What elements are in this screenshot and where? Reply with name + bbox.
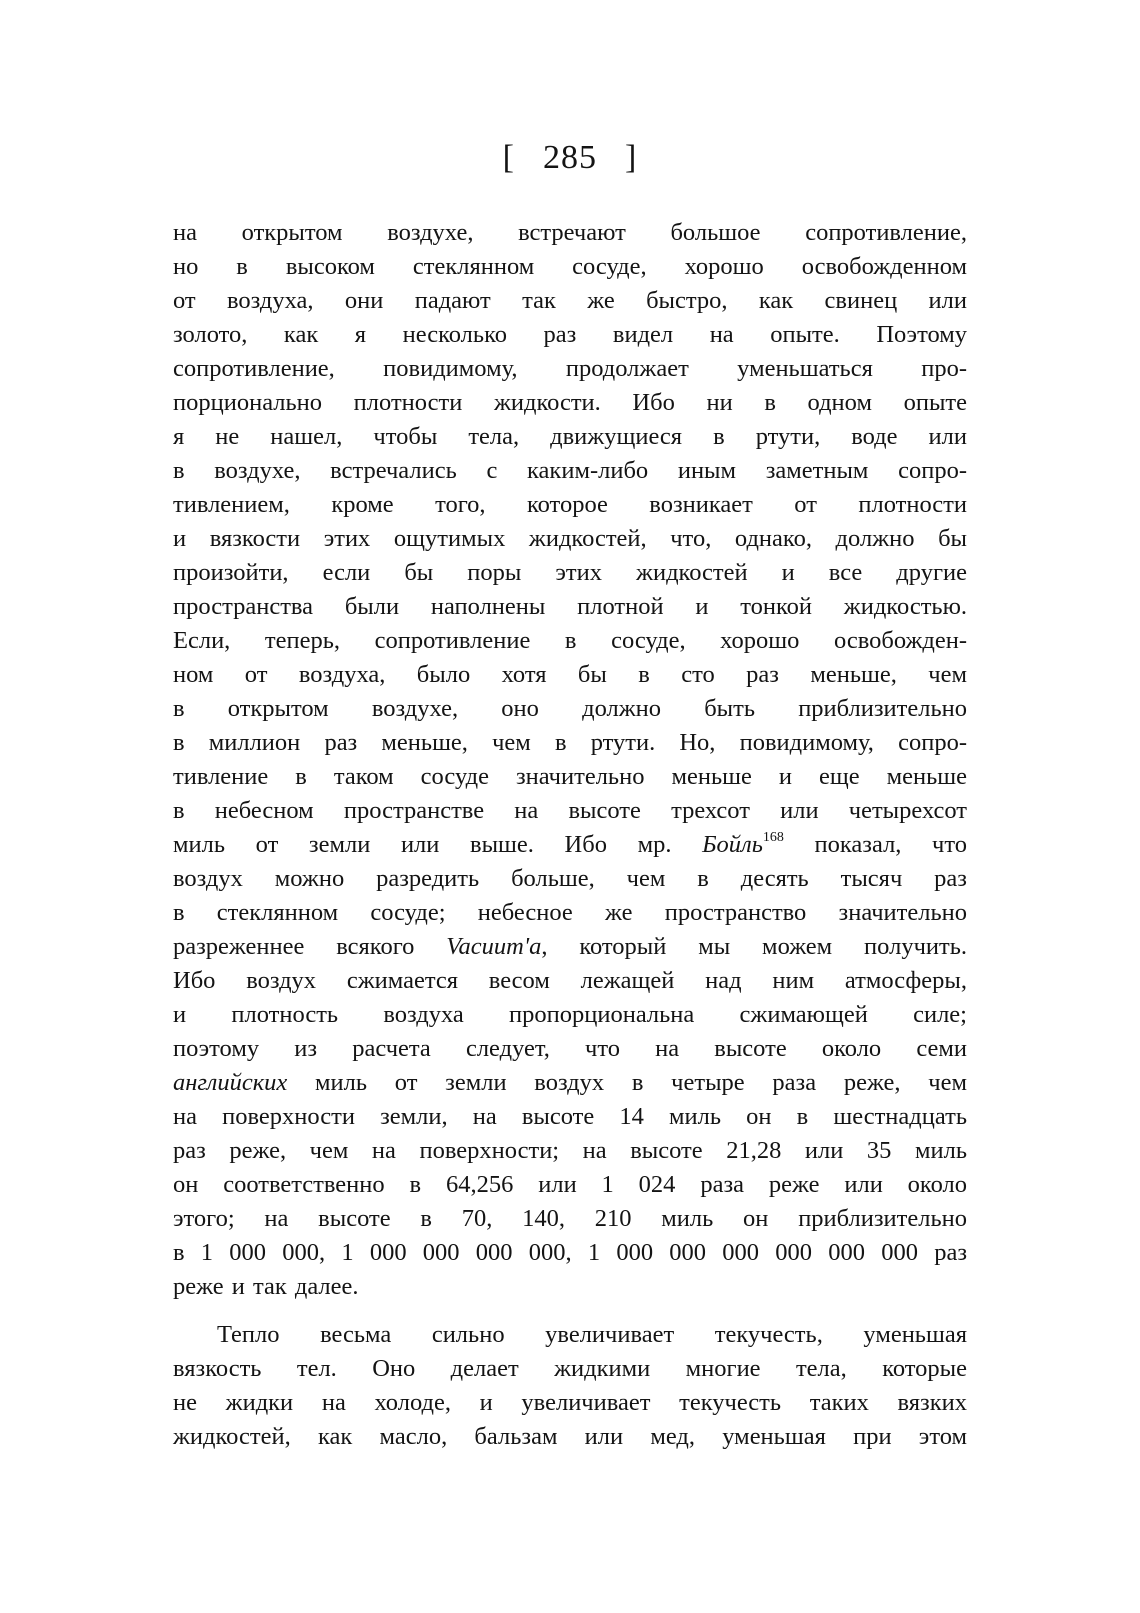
text-line: в стеклянном сосуде; небесное же пространство значительно: [173, 899, 967, 926]
italic-term-english: английских: [173, 1069, 288, 1096]
text-line: этого; на высоте в 70, 140, 210 миль он приблизительно: [173, 1205, 967, 1232]
text-line: в миллион раз меньше, чем в ртути. Но, повидимому, сопро-: [173, 729, 967, 756]
text-line: я не нашел, чтобы тела, движущиеся в ртути, воде или: [173, 423, 967, 450]
bracket-open: [: [502, 139, 515, 176]
text-line: [173, 828, 967, 862]
text-line: но в высоком стеклянном сосуде, хорошо освобожденном: [173, 253, 967, 280]
text-line: ном от воздуха, было хотя бы в сто раз меньше, чем: [173, 661, 967, 688]
text-line: на поверхности земли, на высоте 14 миль он в шестнадцать: [173, 1103, 967, 1130]
page-number-value: 285: [543, 139, 597, 176]
text-line: [173, 930, 967, 964]
text-line: раз реже, чем на поверхности; на высоте 21,28 или 35 миль: [173, 1137, 967, 1164]
text-line: в 1 000 000, 1 000 000 000 000, 1 000 000 000 000 000 000 раз: [173, 1239, 967, 1266]
text-line: на открытом воздухе, встречают большое сопротивление,: [173, 219, 967, 246]
body-text: [173, 216, 967, 1454]
text-line: реже и так далее.: [173, 1273, 359, 1300]
text-line: пространства были наполнены плотной и тонкой жидкостью.: [173, 593, 967, 620]
italic-term-vacuum: Vacuum'a: [446, 933, 542, 960]
text-line: порционально плотности жидкости. Ибо ни в одном опыте: [173, 389, 967, 416]
page-number: [0, 136, 1140, 180]
text-line: Если, теперь, сопротивление в сосуде, хорошо освобожден-: [173, 627, 967, 654]
text-line: тивлением, кроме того, которое возникает от плотности: [173, 491, 967, 518]
bracket-close: ]: [625, 139, 638, 176]
text-line: произойти, если бы поры этих жидкостей и все другие: [173, 559, 967, 586]
italic-name-boyle: Бойль: [702, 831, 763, 858]
text-line: воздух можно разредить больше, чем в десять тысяч раз: [173, 865, 967, 892]
text-line: не жидки на холоде, и увеличивает текучесть таких вязких: [173, 1389, 967, 1416]
text-line: [173, 1066, 967, 1100]
text-line: поэтому из расчета следует, что на высоте около семи: [173, 1035, 967, 1062]
text-line: вязкость тел. Оно делает жидкими многие тела, которые: [173, 1355, 967, 1382]
text-line: сопротивление, повидимому, продолжает уменьшаться про-: [173, 355, 967, 382]
text-line: Тепло весьма сильно увеличивает текучесть, уменьшая: [217, 1321, 967, 1348]
text-segment: , который мы можем получить.: [541, 933, 968, 960]
footnote-ref: 168: [762, 830, 784, 845]
paragraph-1: [173, 216, 967, 1304]
text-line: жидкостей, как масло, бальзам или мед, уменьшая при этом: [173, 1423, 967, 1450]
text-line: золото, как я несколько раз видел на опыте. Поэтому: [173, 321, 967, 348]
text-line: в воздухе, встречались с каким-либо иным заметным сопро-: [173, 457, 967, 484]
text-line: от воздуха, они падают так же быстро, как свинец или: [173, 287, 967, 314]
text-segment: показал, что: [783, 831, 968, 858]
text-segment: разреженнее всякого: [173, 933, 447, 960]
text-line: тивление в таком сосуде значительно меньше и еще меньше: [173, 763, 967, 790]
text-segment: миль от земли воздух в четыре раза реже, чем: [287, 1069, 967, 1096]
text-line: он соответственно в 64,256 или 1 024 раза реже или около: [173, 1171, 967, 1198]
paragraph-2: [173, 1318, 967, 1454]
text-line: и вязкости этих ощутимых жидкостей, что, однако, должно бы: [173, 525, 967, 552]
paragraph-gap: [173, 1304, 967, 1318]
text-segment: миль от земли или выше. Ибо мр.: [173, 831, 703, 858]
text-line: Ибо воздух сжимается весом лежащей над ним атмосферы,: [173, 967, 967, 994]
text-line: в открытом воздухе, оно должно быть приблизительно: [173, 695, 967, 722]
text-line: и плотность воздуха пропорциональна сжимающей силе;: [173, 1001, 967, 1028]
text-line: в небесном пространстве на высоте трехсот или четырехсот: [173, 797, 967, 824]
